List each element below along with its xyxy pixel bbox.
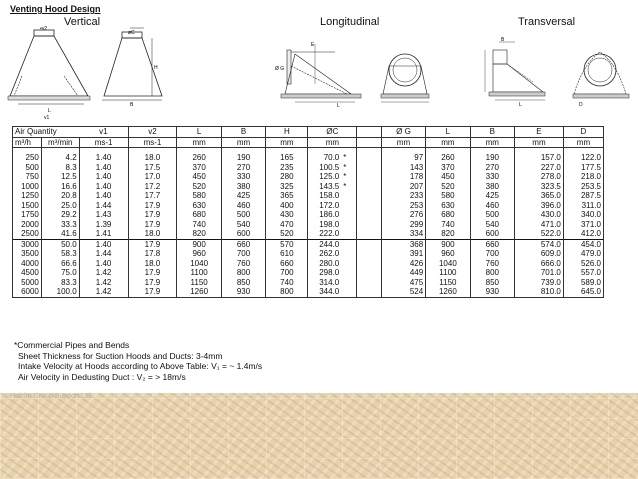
table-cell: 2500 (13, 229, 42, 239)
table-cell: 426 (381, 259, 425, 269)
spacer-cell (357, 163, 381, 173)
table-cell: 1.44 (79, 201, 128, 211)
table-cell: 589.0 (563, 278, 603, 288)
table-cell: 930 (221, 287, 265, 297)
unit-l2: mm (426, 137, 470, 148)
section-longitudinal: Longitudinal (320, 16, 380, 28)
table-cell: 280 (266, 172, 308, 182)
table-cell: 574.0 (515, 239, 564, 249)
table-cell: 1.44 (79, 249, 128, 259)
table-cell: 1.40 (79, 182, 128, 192)
table-cell: 368 (381, 239, 425, 249)
table-cell: 122.0 (563, 153, 603, 163)
table-cell: 1.40 (79, 259, 128, 269)
table-cell: 244.0 (308, 239, 341, 249)
table-cell: 17.5 (128, 163, 177, 173)
table-cell: 430.0 (515, 210, 564, 220)
table-cell: 278.0 (515, 172, 564, 182)
table-cell: 165 (266, 153, 308, 163)
table-cell: 475 (381, 278, 425, 288)
table-cell: 190 (221, 153, 265, 163)
table-cell (341, 220, 357, 230)
table-cell: 1.40 (79, 153, 128, 163)
label-h: H (154, 65, 158, 71)
table-cell: 500 (13, 163, 42, 173)
vertical-hood-diagram (4, 24, 174, 120)
table-cell: 17.9 (128, 210, 177, 220)
table-cell: 365.0 (515, 191, 564, 201)
table-cell: 298.0 (319, 268, 340, 278)
notes (14, 340, 262, 382)
transversal-hood-diagram (455, 36, 635, 110)
table-cell: 630 (177, 201, 221, 211)
table-cell: 526.0 (563, 259, 603, 269)
table-cell: 800 (266, 287, 308, 297)
table-cell: 680 (177, 210, 221, 220)
table-cell: 8.3 (41, 163, 79, 173)
table-cell: 29.2 (41, 210, 79, 220)
spacer-cell (357, 249, 381, 259)
table-cell: 609.0 (515, 249, 564, 259)
table-cell: * (341, 153, 357, 163)
table-cell: 172.0 (319, 200, 340, 210)
unit-b2: mm (470, 137, 514, 148)
table-cell: 233 (381, 191, 425, 201)
table-cell: 479.0 (563, 249, 603, 259)
table-row (13, 239, 604, 249)
unit-h: mm (266, 137, 308, 148)
table-cell: 391 (381, 249, 425, 259)
table-cell: 1150 (426, 278, 470, 288)
label-b: B (130, 102, 134, 108)
table-cell: 850 (221, 278, 265, 288)
table-cell: 900 (426, 239, 470, 249)
table-cell: 227.0 (515, 163, 564, 173)
unit-m3h: m³/h (13, 137, 42, 148)
table-cell: 680 (426, 210, 470, 220)
table-cell: 630 (426, 201, 470, 211)
table-cell: 20.8 (41, 191, 79, 201)
table-cell: 177.5 (563, 163, 603, 173)
table-cell: 520 (266, 229, 308, 239)
table-cell: 1250 (13, 191, 42, 201)
table-row (13, 249, 604, 259)
table-cell (341, 229, 357, 239)
table-cell: 344.0 (308, 287, 341, 297)
table-cell: 570 (266, 239, 308, 249)
table-cell: 1.40 (79, 163, 128, 173)
table-cell: 70.0 (323, 153, 340, 163)
table-cell: 500 (470, 210, 514, 220)
table-cell: 1500 (13, 201, 42, 211)
table-cell: 280.0 (319, 258, 340, 268)
table-cell: 4.2 (41, 153, 79, 163)
spacer-cell (357, 191, 381, 201)
spacer-cell (357, 210, 381, 220)
table-cell: 471.0 (515, 220, 564, 230)
table-cell: 260 (177, 153, 221, 163)
spacer-cell (357, 220, 381, 230)
table-cell: 1100 (177, 268, 221, 278)
note-3: Intake Velocity at Hoods according to Above Table: V₁ = ~ 1.4m/s (18, 361, 263, 371)
table-cell: 4500 (13, 268, 42, 278)
table-cell: 380 (221, 182, 265, 192)
table-cell: 524 (381, 287, 425, 297)
table-cell: 449 (381, 268, 425, 278)
page-title: Venting Hood Design (10, 4, 101, 14)
table-cell: 740 (177, 220, 221, 230)
table-cell: 500 (221, 210, 265, 220)
table-cell: 750 (13, 172, 42, 182)
table-cell: 330 (470, 172, 514, 182)
table-cell: 580 (426, 191, 470, 201)
spacer-cell (357, 201, 381, 211)
company-name: Holcim Group Support Ltd (10, 393, 91, 400)
label-l3: L (519, 102, 522, 108)
table-cell: 158.0 (319, 191, 340, 201)
table-cell: 17.7 (128, 191, 177, 201)
table-cell: 186.0 (319, 210, 340, 220)
spacer-cell (357, 268, 381, 278)
table-cell: 1.42 (79, 268, 128, 278)
table-cell: 1100 (426, 268, 470, 278)
col-c: ØC (308, 127, 357, 138)
table-cell: 430 (266, 210, 308, 220)
label-v1: v1 (44, 115, 50, 120)
table-cell: 334 (381, 229, 425, 239)
table-row (13, 259, 604, 269)
spacer-cell (357, 278, 381, 288)
table-cell: 41.6 (41, 229, 79, 239)
table-cell: 425 (221, 191, 265, 201)
col-g: Ø G (381, 127, 425, 138)
table-cell: 400 (266, 201, 308, 211)
unit-l: mm (177, 137, 221, 148)
table-cell: 253.5 (563, 182, 603, 192)
table-cell: 820 (177, 229, 221, 239)
section-vertical: Vertical (64, 16, 101, 28)
table-cell: 17.9 (128, 278, 177, 288)
table-cell: 760 (221, 259, 265, 269)
table-cell: 235 (266, 163, 308, 173)
table-row (13, 287, 604, 297)
col-b: B (221, 127, 265, 138)
table-cell: 250 (13, 153, 42, 163)
table-cell (341, 287, 357, 297)
spacer-cell (357, 153, 381, 163)
table-cell: 660 (266, 259, 308, 269)
unit-v1: ms-1 (79, 137, 128, 148)
note-2: Sheet Thickness for Suction Hoods and Ducts: 3-4mm (18, 350, 223, 361)
col-air-quantity: Air Quantity (13, 127, 80, 138)
table-cell: 520 (426, 182, 470, 192)
table-cell: 143.5 (319, 181, 340, 191)
unit-v2: ms-1 (128, 137, 177, 148)
table-cell: 17.9 (128, 239, 177, 249)
blank-cell (357, 137, 381, 148)
spacer-cell (357, 182, 381, 192)
table-cell: 540 (470, 220, 514, 230)
table-cell: 460 (221, 201, 265, 211)
table-cell: 198.0 (319, 219, 340, 229)
table-cell: 1.39 (79, 220, 128, 230)
table-cell: 17.9 (128, 268, 177, 278)
venting-hood-table (12, 126, 604, 298)
table-cell: 66.6 (41, 259, 79, 269)
table-row (13, 210, 604, 220)
table-cell: 100.5 (319, 162, 340, 172)
table-cell: 3000 (13, 239, 42, 249)
table-cell: 3500 (13, 249, 42, 259)
table-cell: 412.0 (563, 229, 603, 239)
table-cell: 660 (470, 239, 514, 249)
table-row (13, 220, 604, 230)
table-cell: 370 (177, 163, 221, 173)
table-cell: 450 (177, 172, 221, 182)
table-cell: 16.6 (41, 182, 79, 192)
table-row (13, 153, 604, 163)
table-cell: 50.0 (41, 239, 79, 249)
table-cell: 580 (177, 191, 221, 201)
table-row (13, 201, 604, 211)
table-cell: 470 (266, 220, 308, 230)
col-e: E (515, 127, 564, 138)
table-cell: 380 (470, 182, 514, 192)
table-cell: 6000 (13, 287, 42, 297)
table-cell: 610 (266, 249, 308, 259)
table-cell: 1.43 (79, 210, 128, 220)
table-cell: 900 (177, 239, 221, 249)
spacer-cell (357, 259, 381, 269)
table-cell: 1.41 (79, 229, 128, 239)
table-cell: 396.0 (515, 201, 564, 211)
table-cell: 1040 (426, 259, 470, 269)
unit-e: mm (515, 137, 564, 148)
table-cell: 701.0 (515, 268, 564, 278)
label-d: D (579, 102, 583, 108)
table-cell: 218.0 (563, 172, 603, 182)
table-cell: 314.0 (319, 277, 340, 287)
table-cell: 58.3 (41, 249, 79, 259)
label-e: E (311, 42, 315, 48)
table-cell: 178 (381, 172, 425, 182)
table-header-row (13, 127, 604, 138)
table-cell: 760 (470, 259, 514, 269)
table-cell: 325 (266, 182, 308, 192)
table-cell: 4000 (13, 259, 42, 269)
table-cell: 323.5 (515, 182, 564, 192)
table-cell: 17.2 (128, 182, 177, 192)
table-cell: 557.0 (563, 268, 603, 278)
table-cell: 645.0 (563, 287, 603, 297)
spacer-cell (357, 229, 381, 239)
spacer-cell (357, 287, 381, 297)
table-cell: 17.9 (128, 201, 177, 211)
table-cell: 18.0 (128, 229, 177, 239)
longitudinal-hood-diagram (255, 36, 445, 108)
table-cell: 311.0 (563, 201, 603, 211)
table-cell: 25.0 (41, 201, 79, 211)
table-cell: 18.0 (128, 153, 177, 163)
table-cell (341, 201, 357, 211)
table-cell: 540 (221, 220, 265, 230)
table-cell: 2000 (13, 220, 42, 230)
table-row (13, 278, 604, 288)
table-cell: 18.0 (128, 259, 177, 269)
table-cell (341, 239, 357, 249)
table-cell: 740 (426, 220, 470, 230)
note-1: *Commercial Pipes and Bends (14, 340, 130, 350)
table-cell: 1260 (426, 287, 470, 297)
table-cell: 1.40 (79, 239, 128, 249)
table-cell: 5000 (13, 278, 42, 288)
label-l2: L (337, 103, 340, 108)
table-cell: 262.0 (319, 249, 340, 259)
table-cell: 700 (266, 268, 308, 278)
table-row (13, 191, 604, 201)
col-b2: B (470, 127, 514, 138)
table-cell: * (341, 163, 357, 173)
label-bc: øC (128, 30, 135, 36)
table-cell: 17.0 (128, 172, 177, 182)
table-cell: 260 (426, 153, 470, 163)
table-cell: 17.9 (128, 220, 177, 230)
table-cell (341, 249, 357, 259)
table-cell: 1000 (13, 182, 42, 192)
table-cell: 157.0 (515, 153, 564, 163)
table-cell: 1.40 (79, 172, 128, 182)
table-cell: 739.0 (515, 278, 564, 288)
table-cell: 270 (221, 163, 265, 173)
table-row (13, 182, 604, 192)
table-cell: 287.5 (563, 191, 603, 201)
table-cell: 666.0 (515, 259, 564, 269)
table-cell: 600 (470, 229, 514, 239)
col-v1: v1 (79, 127, 128, 138)
table-cell: 522.0 (515, 229, 564, 239)
table-cell: 270 (470, 163, 514, 173)
table-cell: 370 (426, 163, 470, 173)
unit-b: mm (221, 137, 265, 148)
table-cell: 1750 (13, 210, 42, 220)
footer-texture (0, 393, 638, 479)
table-cell: 100.0 (41, 287, 79, 297)
label-l: L (48, 108, 51, 114)
table-cell: 740 (266, 278, 308, 288)
note-4: Air Velocity in Dedusting Duct : V₂ = > 18m/s (18, 371, 186, 382)
table-cell: 365 (266, 191, 308, 201)
table-cell: 12.5 (41, 172, 79, 182)
table-cell: 1.42 (79, 287, 128, 297)
table-cell: 1150 (177, 278, 221, 288)
blank-cell (357, 127, 381, 138)
unit-m3min: m³/min (41, 137, 79, 148)
table-cell: 800 (470, 268, 514, 278)
table-cell: 97 (381, 153, 425, 163)
table-cell: 520 (177, 182, 221, 192)
table-cell: 222.0 (319, 229, 340, 239)
label-g: Ø G (275, 66, 285, 72)
col-v2: v2 (128, 127, 177, 138)
table-cell: 1040 (177, 259, 221, 269)
table-cell: 700 (470, 249, 514, 259)
table-cell: 850 (470, 278, 514, 288)
table-cell: 190 (470, 153, 514, 163)
unit-d: mm (563, 137, 603, 148)
table-cell: 1.42 (79, 278, 128, 288)
table-cell: 450 (426, 172, 470, 182)
table-cell: 960 (177, 249, 221, 259)
table-cell: 75.0 (41, 268, 79, 278)
table-row (13, 268, 604, 278)
table-cell: 960 (426, 249, 470, 259)
table-cell: 600 (221, 229, 265, 239)
table-row (13, 163, 604, 173)
table-cell: 143 (381, 163, 425, 173)
section-transversal: Transversal (518, 16, 576, 28)
table-cell: 700 (221, 249, 265, 259)
table-cell: 660 (221, 239, 265, 249)
table-cell (341, 210, 357, 220)
table-row (13, 229, 604, 239)
table-cell: 340.0 (563, 210, 603, 220)
table-cell (341, 191, 357, 201)
table-cell: 425 (470, 191, 514, 201)
table-cell: 125.0 (319, 172, 340, 182)
unit-g: mm (381, 137, 425, 148)
table-cell: 207 (381, 182, 425, 192)
table-body (13, 153, 604, 297)
table-cell: 253 (381, 201, 425, 211)
table-cell: 17.9 (128, 287, 177, 297)
table-cell: 1.40 (79, 191, 128, 201)
label-b2: B (501, 37, 505, 43)
col-l2: L (426, 127, 470, 138)
col-h: H (266, 127, 308, 138)
table-cell: 800 (221, 268, 265, 278)
table-cell: 330 (221, 172, 265, 182)
table-cell: 810.0 (515, 287, 564, 297)
spacer-cell (357, 172, 381, 182)
table-units-row (13, 137, 604, 148)
col-l: L (177, 127, 221, 138)
table-cell (341, 259, 357, 269)
table-cell: 33.3 (41, 220, 79, 230)
label-v2: •v2 (40, 26, 48, 32)
unit-c: mm (308, 137, 357, 148)
table-cell: 460 (470, 201, 514, 211)
table-cell: 454.0 (563, 239, 603, 249)
table-cell (341, 268, 357, 278)
table-cell: 1260 (177, 287, 221, 297)
table-cell: 371.0 (563, 220, 603, 230)
spacer-cell (357, 239, 381, 249)
table-cell: 820 (426, 229, 470, 239)
table-cell: 17.8 (128, 249, 177, 259)
table-cell: 299 (381, 220, 425, 230)
col-d: D (563, 127, 603, 138)
table-cell: 276 (381, 210, 425, 220)
table-cell: 83.3 (41, 278, 79, 288)
table-cell: * (341, 172, 357, 182)
table-cell: 930 (470, 287, 514, 297)
table-cell: * (341, 182, 357, 192)
table-row (13, 172, 604, 182)
table-cell (341, 278, 357, 288)
